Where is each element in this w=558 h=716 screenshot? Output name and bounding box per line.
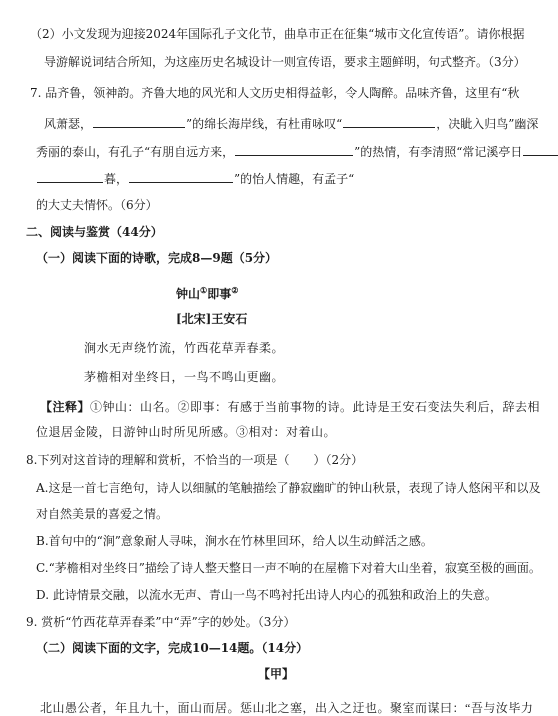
q8-stem: 8.下列对这首诗的理解和赏析，不恰当的一项是（ ）（2分）: [26, 453, 364, 467]
poem-author: [北宋]王安石: [176, 312, 248, 326]
poem-title-text: 即事: [207, 287, 232, 301]
passage-line-1: 北山愚公者，年且九十，面山而居。惩山北之塞，出入之迂也。聚室而谋曰：“吾与汝毕力: [40, 701, 534, 715]
q9-stem: 9. 赏析“竹西花草弄春柔”中“弄”字的妙处。（3分）: [26, 615, 296, 629]
text-segment: ”的热情，有李清照“常记溪亭日: [354, 145, 523, 159]
text-segment: 风萧瑟，: [44, 117, 93, 131]
poem-line-1: 涧水无声绕竹流，竹西花草弄春柔。: [84, 341, 285, 355]
annotation-line-2: 位退居金陵，日游钟山时所见所感。③相对：对着山。: [36, 425, 337, 439]
q7-line5: 的大丈夫情怀。（6分）: [36, 198, 158, 212]
q8-option-c[interactable]: C.“茅檐相对坐终日”描绘了诗人整天整日一声不响的在屋檐下对着大山坐着，寂寞至极的画面。: [36, 561, 541, 575]
annotation-text: ①钟山：山名。②即事：有感于当前事物的诗。此诗是王安石变法失利后，辞去相: [90, 400, 541, 414]
text-segment: ”的绵长海岸线，有杜甫咏叹“: [186, 117, 343, 131]
fill-blank[interactable]: [235, 143, 353, 156]
q8-option-d[interactable]: D. 此诗情景交融，以流水无声、青山一鸟不鸣衬托出诗人内心的孤独和政治上的失意。: [36, 588, 497, 602]
subsection-heading-2: （二）阅读下面的文字，完成10—14题。（14分）: [36, 641, 309, 655]
text-segment: 秀丽的泰山，有孔子“有朋自远方来，: [36, 145, 235, 159]
poem-line-2: 茅檐相对坐终日，一鸟不鸣山更幽。: [84, 370, 285, 384]
text-segment: ”的怡人情趣，有孟子“: [234, 172, 355, 186]
subsection-heading: （一）阅读下面的诗歌，完成8—9题（5分）: [36, 251, 278, 265]
q8-option-a-cont: 对自然美景的喜爱之情。: [36, 507, 169, 521]
note-marker: ②: [231, 285, 239, 295]
q7-line3: [36, 143, 558, 160]
section-heading: 二、阅读与鉴赏（44分）: [26, 225, 163, 239]
text-segment: ，决眦入归鸟”幽深: [436, 117, 539, 131]
fill-blank[interactable]: [343, 115, 435, 128]
fill-blank[interactable]: [523, 143, 558, 156]
note-marker: ①: [200, 285, 208, 295]
q8-option-a[interactable]: A.这是一首七言绝句，诗人以细腻的笔触描绘了静寂幽旷的钟山秋景，表现了诗人悠闲平和以及: [36, 481, 541, 495]
text-segment: 暮，: [104, 172, 129, 186]
fill-blank[interactable]: [129, 170, 233, 183]
fill-blank[interactable]: [93, 115, 185, 128]
passage-label: 【甲】: [258, 667, 295, 681]
q7-line2: [44, 115, 538, 132]
annotation-label: 【注释】: [40, 400, 91, 414]
annotation-line-1: [40, 399, 540, 415]
q2-part2-line2: 导游解说词结合所知，为这座历史名城设计一则宣传语，要求主题鲜明，句式整齐。（3分）: [44, 55, 526, 69]
q2-part2-line1: （2）小文发现为迎接2024年国际孔子文化节，曲阜市正在征集“城市文化宣传语”。请你根据: [30, 27, 525, 41]
fill-blank[interactable]: [37, 170, 103, 183]
poem-title: [176, 282, 238, 302]
q7-line4: [36, 170, 354, 187]
poem-title-text: 钟山: [176, 287, 201, 301]
q8-option-b[interactable]: B.首句中的“涧”意象耐人寻味，涧水在竹林里回环，给人以生动鲜活之感。: [36, 534, 433, 548]
q7-line1: 7. 品齐鲁，领神韵。齐鲁大地的风光和人文历史相得益彰，令人陶醉。品味齐鲁，这里有“秋: [30, 86, 520, 100]
